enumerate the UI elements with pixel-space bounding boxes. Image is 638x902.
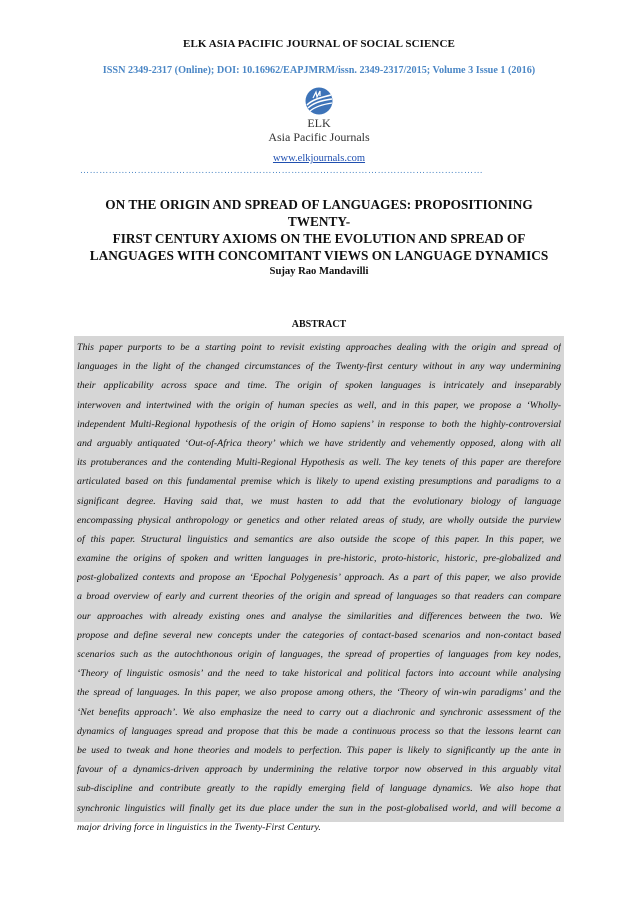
dotted-separator: ……………………………………………………………………………………………………………… xyxy=(80,166,484,174)
paper-title-line: FIRST CENTURY AXIOMS ON THE EVOLUTION AND SPREAD OF xyxy=(112,231,526,246)
abstract-line: interwoven and intertwined with the origin of human species as well, and in this paper, we propose a ‘Wholly- xyxy=(77,399,561,411)
abstract-line: of this paper. Structural linguistics and semantics are also outside the scope of this paper. In this paper, we xyxy=(77,533,561,545)
abstract-line: post-globalized contexts and propose an ‘Epochal Polygenesis’ approach. As a part of this paper, we also provide xyxy=(77,572,561,584)
abstract-line: the spread of languages. In this paper, we also propose among others, the ‘Theory of win-win paradigms’ and the xyxy=(77,687,561,699)
abstract-line: significant degree. Having said that, we must hasten to add that the evolutionary biology of language xyxy=(77,495,561,507)
author-name: Sujay Rao Mandavilli xyxy=(269,266,369,277)
abstract-line: their applicability across space and time. The origin of spoken languages is intricately and inseparably xyxy=(77,380,561,392)
abstract-line: scenarios such as the autochthonous origin of languages, the spread of properties of languages from key nodes, xyxy=(77,649,561,660)
abstract-line: sub-discipline and contribute greatly to the rapidly emerging field of language dynamics. We also hope that xyxy=(77,783,561,795)
abstract-line: propose and define several new concepts under the categories of contact-based scenarios and non-contact based xyxy=(77,629,561,641)
website-link[interactable]: www.elkjournals.com xyxy=(272,153,366,164)
paper-title-line: LANGUAGES WITH CONCOMITANT VIEWS ON LANGUAGE DYNAMICS xyxy=(89,248,549,263)
abstract-line: favour of a dynamics-driven approach by undermining the relative torpor now observed in this arguably vital xyxy=(77,764,561,776)
paper-title xyxy=(76,196,562,264)
abstract-line: its protuberances and the contending Multi-Regional Hypothesis as well. The key tenets of this paper are therefore xyxy=(77,457,561,469)
elk-globe-icon xyxy=(304,86,334,116)
elk-logo xyxy=(0,86,638,144)
abstract-line: ‘Net benefits approach’. We also emphasize the need to carry out a diachronic and synchronic assessment of the xyxy=(77,706,561,718)
abstract-line: articulated based on this fundamental premise which is likely to upend existing presumptions and paradigms to a xyxy=(77,476,561,488)
abstract-heading: ABSTRACT xyxy=(291,319,347,330)
abstract-line: major driving force in linguistics in the Twenty-First Century. xyxy=(77,821,321,833)
abstract-line: our approaches with already existing ones and analyse the similarities and differences between the two. We xyxy=(77,610,561,622)
abstract-line: be used to tweak and hone theories and models to perfection. This paper is likely to significantly up the ante in xyxy=(77,744,561,756)
abstract-line: examine the origins of spoken and written languages in pre-historic, proto-historic, historic, pre-globalized and xyxy=(77,553,561,565)
logo-brand-text: ELK xyxy=(307,116,331,130)
issn-doi-line: ISSN 2349-2317 (Online); DOI: 10.16962/EAPJMRM/issn. 2349-2317/2015; Volume 3 Issue 1 (2016) xyxy=(102,65,536,76)
abstract-line: languages in the light of the changed circumstances of the Twenty-first century without in any way undermining xyxy=(77,361,561,373)
abstract-line: encompassing physical anthropology or genetics and other related areas of study, are wholly outside the purview xyxy=(77,514,561,526)
abstract-line: independent Multi-Regional hypothesis of the origin of Homo sapiens’ in response to both the highly-controversial xyxy=(77,418,561,430)
abstract-line: ‘Theory of linguistic osmosis’ and the need to take historical and political factors into account while analysing xyxy=(77,668,561,680)
abstract-line: synchronic linguistics will finally get its due place under the sun in the post-globalised world, and will become a xyxy=(77,802,561,814)
paper-title-line: ON THE ORIGIN AND SPREAD OF LANGUAGES: PROPOSITIONING TWENTY- xyxy=(105,197,533,229)
logo-subtitle: Asia Pacific Journals xyxy=(268,130,370,144)
journal-title: ELK ASIA PACIFIC JOURNAL OF SOCIAL SCIENCE xyxy=(183,38,455,50)
abstract-line: a broad overview of early and current theories of the origin and spread of languages so that readers can compare xyxy=(77,591,561,603)
abstract-box xyxy=(74,336,564,833)
abstract-line: and arguably antiquated ‘Out-of-Africa theory’ which we have stridently and vehemently opposed, along with all xyxy=(77,437,561,449)
abstract-line: dynamics of languages spread and propose that this be made a continuous process so that the lessons learnt can xyxy=(77,725,561,737)
abstract-line: This paper purports to be a starting point to revisit existing approaches dealing with the origin and spread of xyxy=(77,342,561,353)
